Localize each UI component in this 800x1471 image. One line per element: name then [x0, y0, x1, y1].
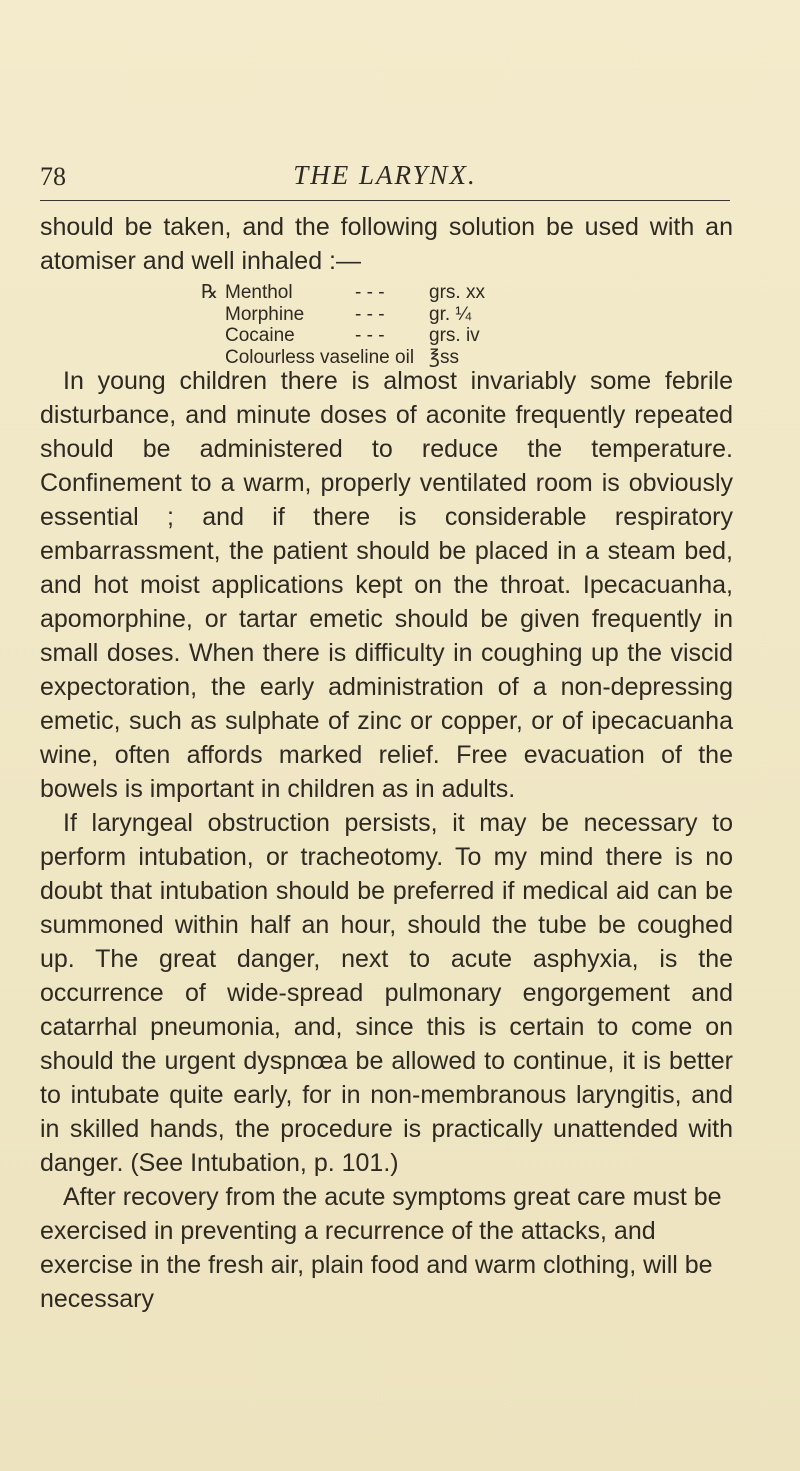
paragraph-recovery: After recovery from the acute symptoms great care must be exercised in preventing a recurrence of the attacks, and exercise in the fresh air, plain food and warm clothing, will be necessary: [40, 1183, 722, 1313]
page-number: 78: [40, 162, 66, 191]
prescription-row: [225, 325, 485, 347]
ingredient-name: Colourless vaseline oil: [225, 346, 415, 368]
ingredient-name: Morphine: [225, 303, 305, 325]
ingredient-leader: - - -: [355, 282, 385, 303]
prescription-row: [225, 282, 485, 304]
paragraph-treatment: In young children there is almost invariably some febrile disturbance, and minute doses of aconite frequently repeated should be administered to reduce the temperature. Confinement to a warm, properly ventilated room is obviously essential ; and if there is considerable respiratory embarrassment, the patient should be placed in a steam bed, and hot moist applications kept on the throat. Ipecacuanha, apomorphine, or tartar emetic should be given frequently in small doses. When there is difficulty in coughing up the viscid expectoration, the early administration of a non-depressing emetic, such as sulphate of zinc or copper, or of ipecacuanha wine, often affords marked relief. Free evacuation of the bowels is important in children as in adults.: [40, 367, 733, 803]
ingredient-amount: grs. iv: [429, 325, 480, 346]
paragraph-intubation: If laryngeal obstruction persists, it may be necessary to perform intubation, or tracheotomy. To my mind there is no doubt that intubation should be preferred if medical aid can be summoned within half an hour, should the tube be coughed up. The great danger, next to acute asphyxia, is the occurrence of wide-spread pulmonary engorgement and catarrhal pneumonia, and, since this is certain to come on should the urgent dyspnœa be allowed to continue, it is better to intubate quite early, for in non-membranous laryngitis, and in skilled hands, the procedure is practically unattended with danger. (See Intubation, p. 101.): [40, 809, 733, 1177]
intro-text: should be taken, and the following solution be used with an atomiser and well inhaled :—: [40, 213, 733, 275]
ingredient-name: Menthol: [225, 282, 293, 303]
body-text: [40, 364, 733, 1316]
page-header: [40, 160, 730, 201]
ingredient-amount: gr. ¼: [429, 303, 472, 325]
intro-paragraph: [40, 210, 733, 278]
ingredient-name: Cocaine: [225, 325, 295, 346]
prescription-row: [225, 304, 485, 326]
ingredient-leader: - - -: [355, 303, 385, 325]
ingredient-leader: - - -: [355, 325, 385, 346]
ingredient-amount: ℥ss: [429, 346, 459, 368]
prescription: [201, 282, 485, 368]
ingredient-amount: grs. xx: [429, 282, 485, 303]
running-head: THE LARYNX.: [293, 160, 477, 190]
rx-symbol: ℞: [201, 282, 219, 303]
